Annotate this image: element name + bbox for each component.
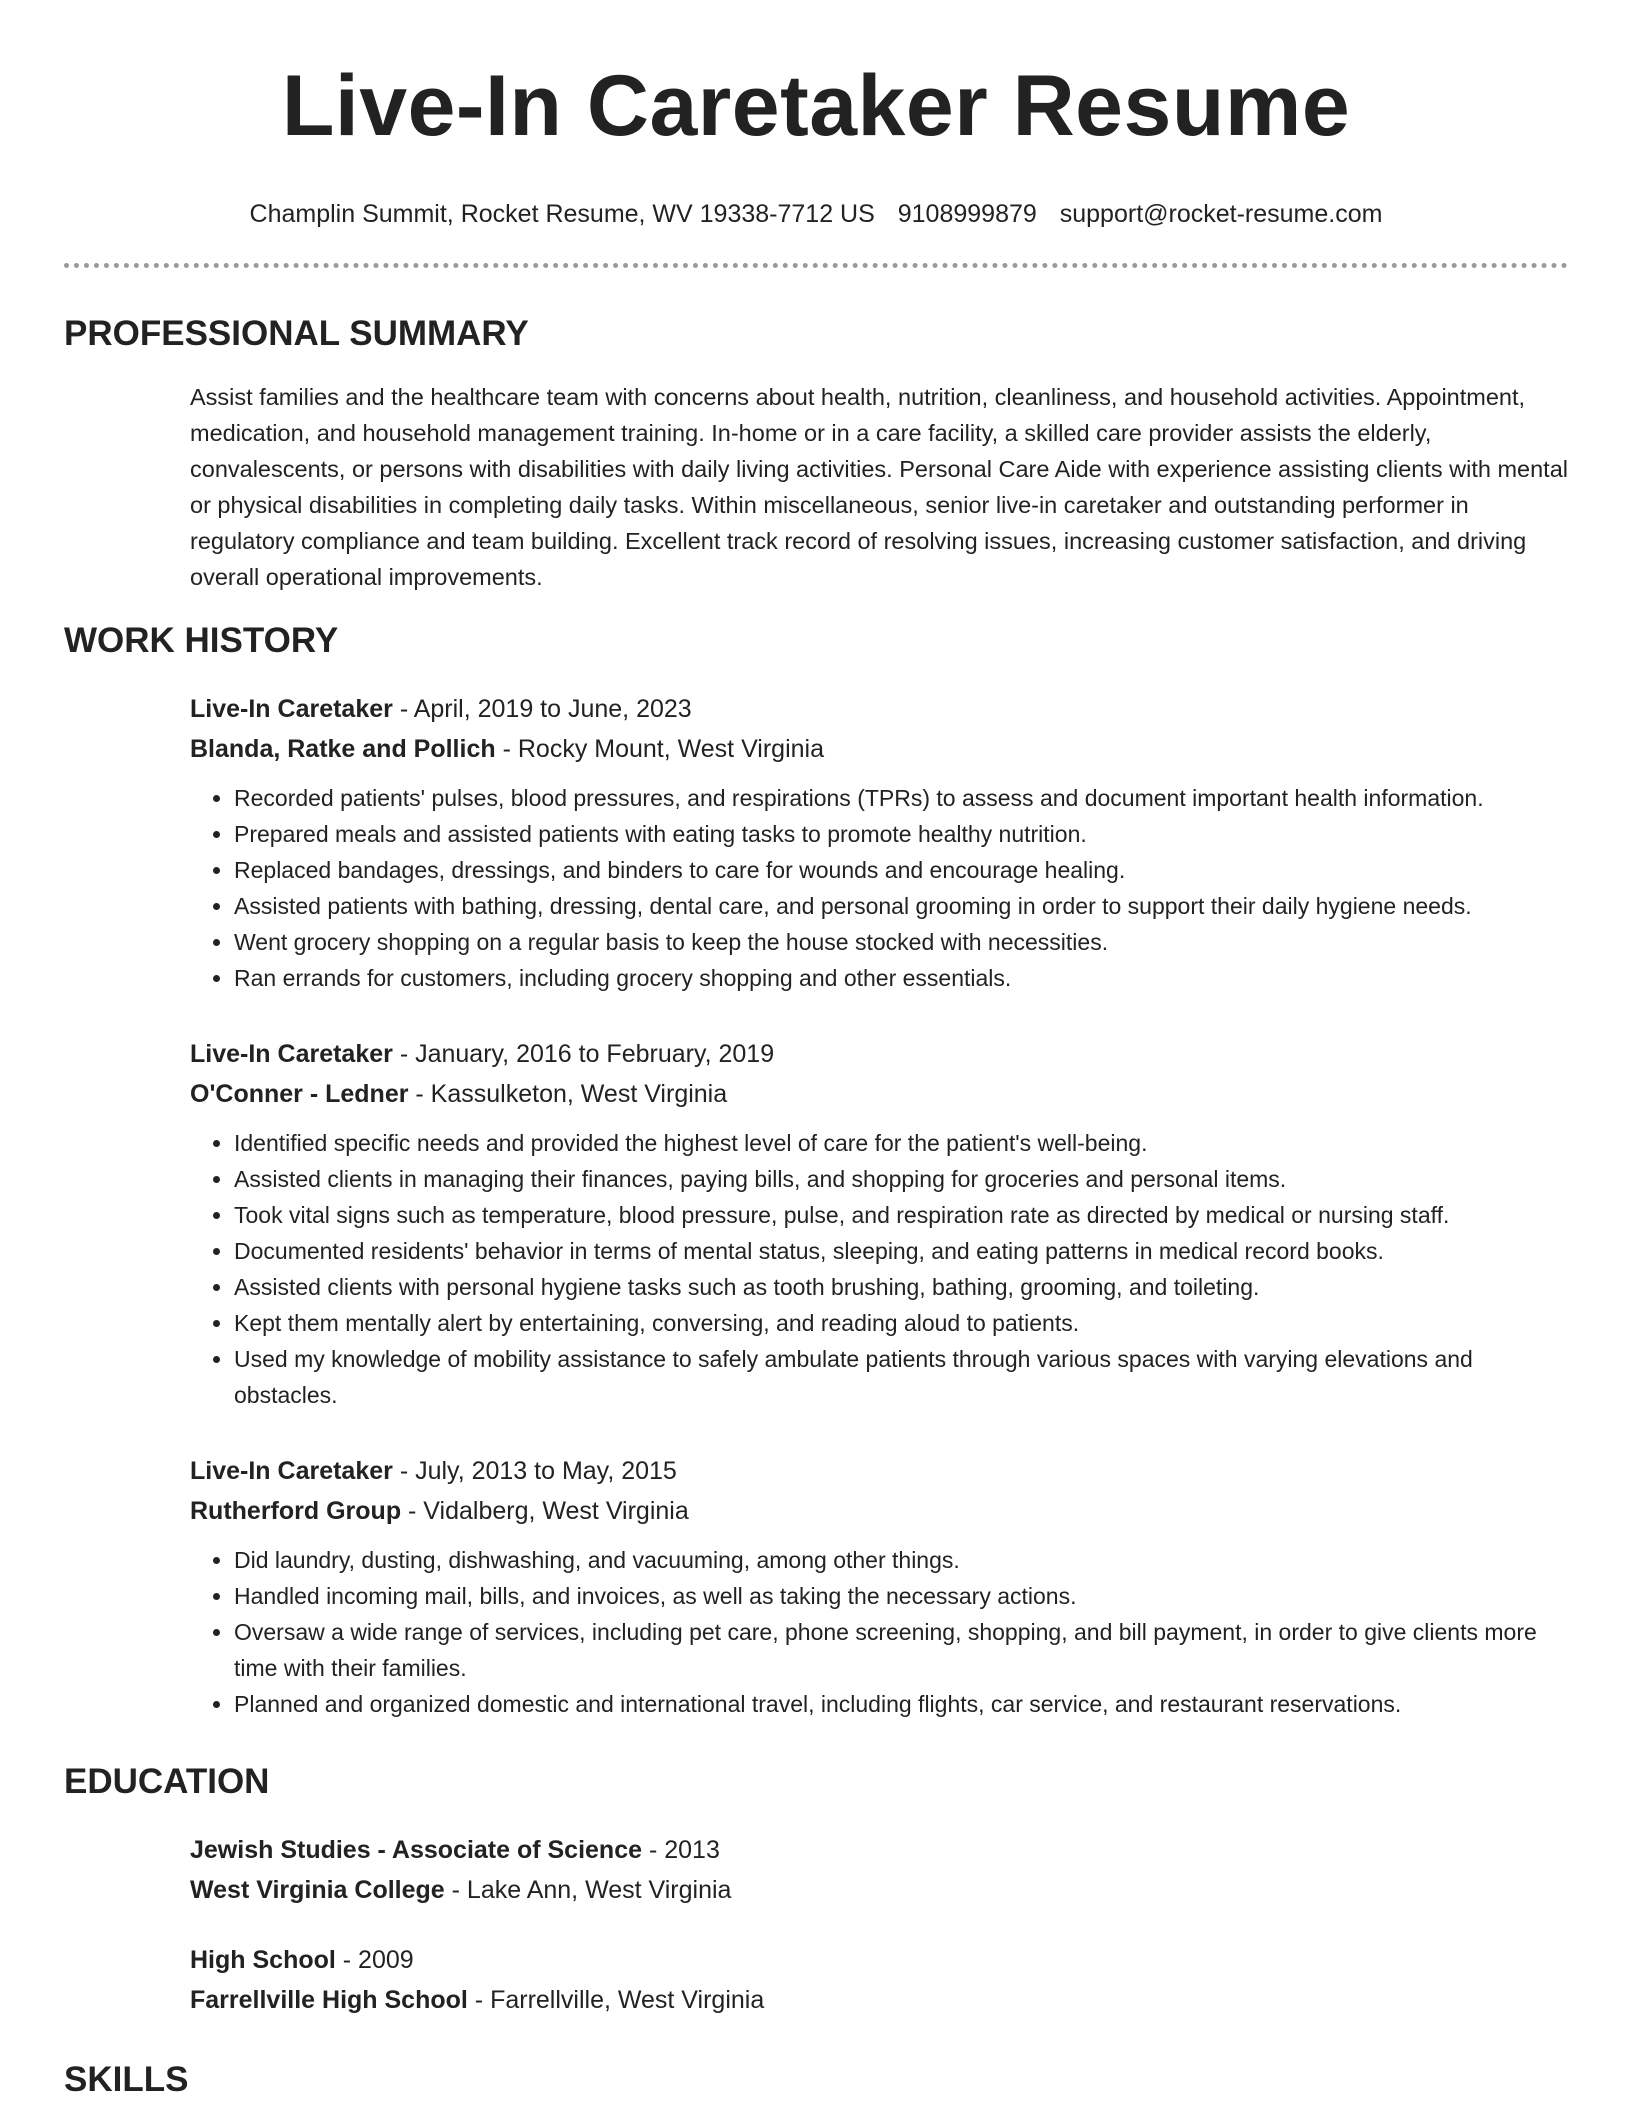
job-bullet: • Assisted clients in managing their finances, paying bills, and shopping for groceries and personal items. bbox=[234, 1161, 1568, 1197]
education-degree: High School bbox=[190, 1946, 336, 1974]
job-role: Live-In Caretaker bbox=[190, 1457, 393, 1485]
job-bullet: • Kept them mentally alert by entertaining, conversing, and reading aloud to patients. bbox=[234, 1305, 1568, 1341]
education-degree: Jewish Studies - Associate of Science bbox=[190, 1836, 643, 1864]
education-degree-line bbox=[190, 1940, 1568, 1980]
job-bullet: • Went grocery shopping on a regular basis to keep the house stocked with necessities. bbox=[234, 924, 1568, 960]
contact-address: Champlin Summit, Rocket Resume, WV 19338-7712 US bbox=[249, 200, 875, 228]
contact-line bbox=[64, 198, 1568, 230]
job-bullets bbox=[190, 780, 1568, 996]
job-company-line bbox=[190, 1074, 1568, 1114]
job-company: Blanda, Ratke and Pollich bbox=[190, 735, 496, 763]
job-bullet: • Assisted clients with personal hygiene tasks such as tooth brushing, bathing, grooming, and toileting. bbox=[234, 1269, 1568, 1305]
resume-title: Live-In Caretaker Resume bbox=[281, 58, 1351, 154]
work-history-heading: WORK HISTORY bbox=[64, 621, 339, 660]
job-dates: - April, 2019 to June, 2023 bbox=[392, 695, 692, 723]
job-title-line bbox=[190, 689, 1568, 729]
skills-heading: SKILLS bbox=[64, 2060, 189, 2099]
header-divider bbox=[64, 263, 1568, 268]
job-bullet: • Used my knowledge of mobility assistance to safely ambulate patients through various spaces with varying elevations and obstacles. bbox=[234, 1341, 1568, 1413]
job-bullet: • Recorded patients' pulses, blood pressures, and respirations (TPRs) to assess and document important health information. bbox=[234, 780, 1568, 816]
job-dates: - January, 2016 to February, 2019 bbox=[392, 1040, 775, 1068]
education-school: Farrellville High School bbox=[190, 1986, 468, 2014]
job-bullet: • Planned and organized domestic and international travel, including flights, car service, and restaurant reservations. bbox=[234, 1686, 1568, 1722]
contact-email: support@rocket-resume.com bbox=[1059, 200, 1383, 228]
summary-heading: PROFESSIONAL SUMMARY bbox=[64, 314, 529, 353]
job-location: - Rocky Mount, West Virginia bbox=[495, 735, 824, 763]
job-bullet: • Replaced bandages, dressings, and binders to care for wounds and encourage healing. bbox=[234, 852, 1568, 888]
education-year: - 2009 bbox=[335, 1946, 414, 1974]
job-company-line bbox=[190, 1491, 1568, 1531]
job-bullet: • Handled incoming mail, bills, and invoices, as well as taking the necessary actions. bbox=[234, 1578, 1568, 1614]
resume-page bbox=[64, 0, 1568, 2102]
job-bullets bbox=[190, 1125, 1568, 1413]
job-dates: - July, 2013 to May, 2015 bbox=[392, 1457, 677, 1485]
job-company: Rutherford Group bbox=[190, 1497, 402, 1525]
job-bullet: • Did laundry, dusting, dishwashing, and vacuuming, among other things. bbox=[234, 1542, 1568, 1578]
job-role: Live-In Caretaker bbox=[190, 1040, 393, 1068]
education-heading: EDUCATION bbox=[64, 1762, 270, 1801]
job-entry bbox=[190, 1034, 1568, 1413]
work-history-section bbox=[64, 619, 1568, 1722]
job-bullets bbox=[190, 1542, 1568, 1722]
job-bullet: • Documented residents' behavior in terms of mental status, sleeping, and eating patterns in medical record books. bbox=[234, 1233, 1568, 1269]
job-bullet: • Took vital signs such as temperature, blood pressure, pulse, and respiration rate as directed by medical or nursing staff. bbox=[234, 1197, 1568, 1233]
education-location: - Lake Ann, West Virginia bbox=[444, 1876, 732, 1904]
education-year: - 2013 bbox=[642, 1836, 720, 1864]
job-bullet: • Ran errands for customers, including grocery shopping and other essentials. bbox=[234, 960, 1568, 996]
job-location: - Kassulketon, West Virginia bbox=[408, 1080, 728, 1108]
job-company-line bbox=[190, 729, 1568, 769]
job-bullet: • Assisted patients with bathing, dressing, dental care, and personal grooming in order to support their daily hygiene needs. bbox=[234, 888, 1568, 924]
education-school: West Virginia College bbox=[190, 1876, 445, 1904]
job-company: O'Conner - Ledner bbox=[190, 1080, 409, 1108]
education-school-line bbox=[190, 1870, 1568, 1910]
job-location: - Vidalberg, West Virginia bbox=[401, 1497, 689, 1525]
job-title-line bbox=[190, 1451, 1568, 1491]
education-entry bbox=[190, 1940, 1568, 2020]
job-entry bbox=[190, 1451, 1568, 1722]
job-entry bbox=[190, 689, 1568, 996]
skills-section bbox=[64, 2058, 1568, 2102]
job-role: Live-In Caretaker bbox=[190, 695, 393, 723]
contact-phone: 9108999879 bbox=[897, 200, 1037, 228]
education-school-line bbox=[190, 1980, 1568, 2020]
summary-section bbox=[64, 312, 1568, 595]
job-title-line bbox=[190, 1034, 1568, 1074]
education-entry bbox=[190, 1830, 1568, 1910]
job-bullet: • Identified specific needs and provided the highest level of care for the patient's well-being. bbox=[234, 1125, 1568, 1161]
education-degree-line bbox=[190, 1830, 1568, 1870]
summary-text: Assist families and the healthcare team with concerns about health, nutrition, cleanliness, and household activities. Appointment, medication, and household management training. In-home or in a care facility, a skilled care provider assists the elderly, convalescents, or persons with disabilities with daily living activities. Personal Care Aide with experience assisting clients with mental or physical disabilities in completing daily tasks. Within miscellaneous, senior live-in caretaker and outstanding performer in regulatory compliance and team building. Excellent track record of resolving issues, increasing customer satisfaction, and driving overall operational improvements. bbox=[190, 384, 1568, 590]
job-bullet: • Prepared meals and assisted patients with eating tasks to promote healthy nutrition. bbox=[234, 816, 1568, 852]
education-location: - Farrellville, West Virginia bbox=[467, 1986, 765, 2014]
education-section bbox=[64, 1760, 1568, 2020]
job-bullet: • Oversaw a wide range of services, including pet care, phone screening, shopping, and bill payment, in order to give clients more time with their families. bbox=[234, 1614, 1568, 1686]
